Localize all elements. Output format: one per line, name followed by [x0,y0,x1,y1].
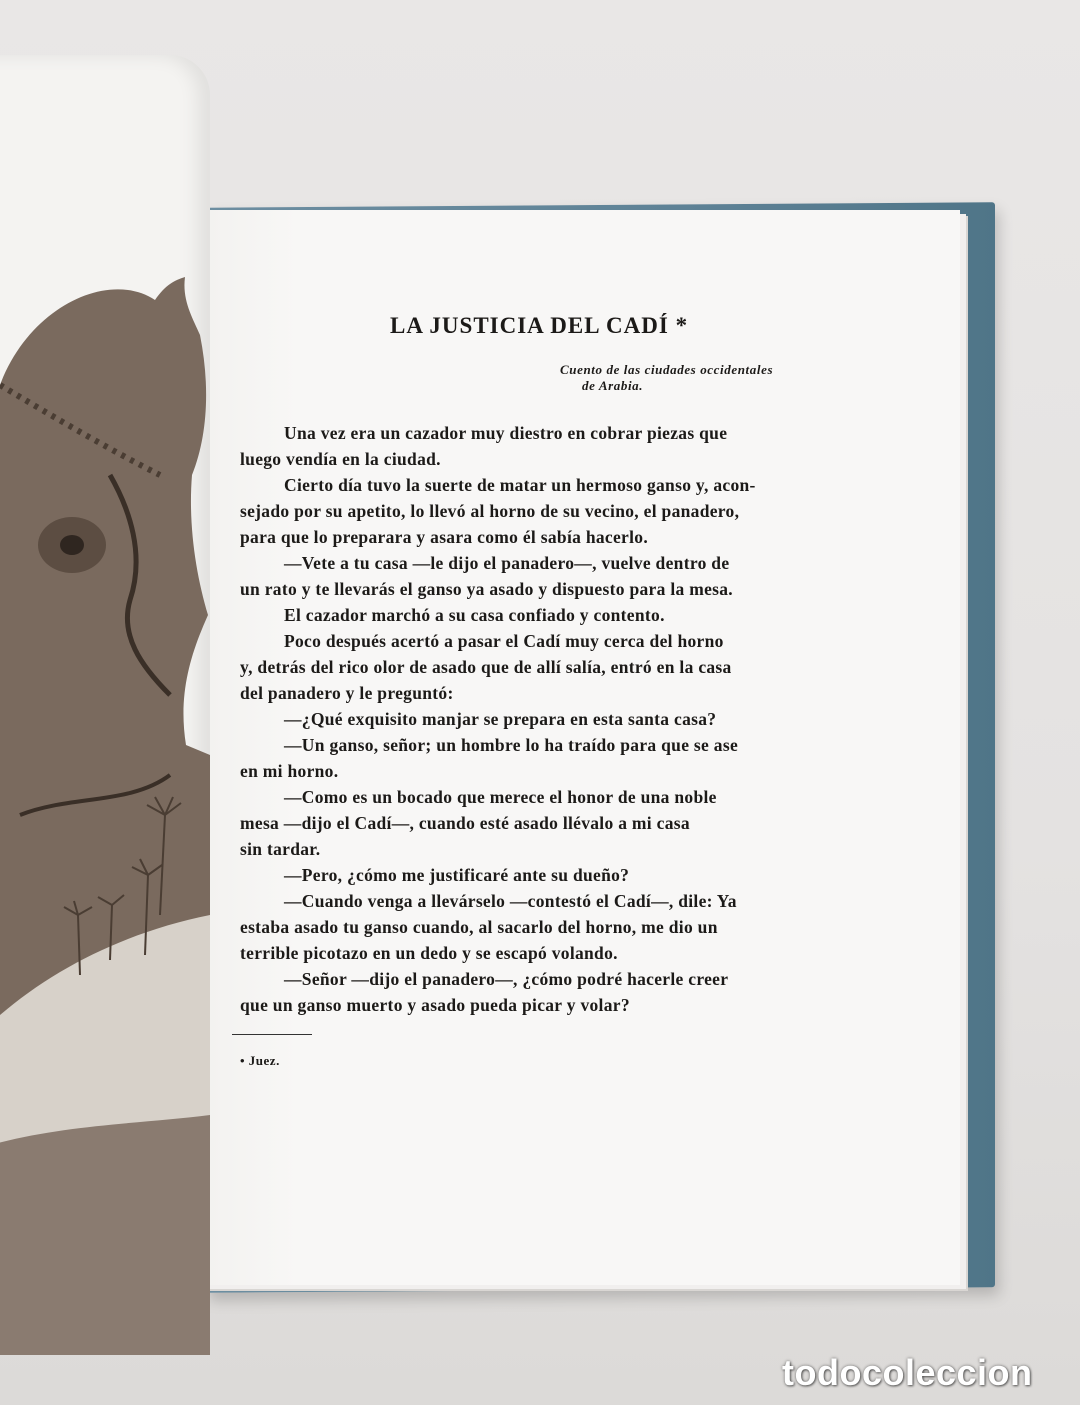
subtitle-line-2: de Arabia. [582,378,644,393]
body-line: y, detrás del rico olor de asado que de allí salía, entró en la casa [240,657,732,677]
body-line: que un ganso muerto y asado pueda picar y volar? [240,995,630,1015]
watermark-logo: todocoleccion [782,1352,1033,1393]
story-title: LA JUSTICIA DEL CADÍ * [390,313,689,338]
body-line: terrible picotazo en un dedo y se escapó volando. [240,943,618,963]
story-subtitle [560,362,773,394]
body-line: un rato y te llevarás el ganso ya asado y dispuesto para la mesa. [240,579,733,599]
subtitle-line-1: Cuento de las ciudades occidentales [560,362,774,377]
left-page-illustration [0,55,210,1355]
body-line: para que lo preparara y asara como él sabía hacerlo. [240,527,649,547]
body-line: sin tardar. [240,839,321,859]
body-line: —Señor —dijo el panadero—, ¿cómo podré hacerle creer [284,969,729,989]
body-line: estaba asado tu ganso cuando, al sacarlo del horno, me dio un [240,917,718,937]
body-line: —Pero, ¿cómo me justificaré ante su dueño? [284,865,630,885]
body-line: —¿Qué exquisito manjar se prepara en esta santa casa? [284,709,717,729]
body-line: —Un ganso, señor; un hombre lo ha traído para que se ase [284,735,739,755]
body-line: Una vez era un cazador muy diestro en cobrar piezas que [284,423,728,443]
body-line: —Vete a tu casa —le dijo el panadero—, vuelve dentro de [284,553,730,573]
body-line: —Como es un bocado que merece el honor de una noble [284,787,717,807]
body-line: El cazador marchó a su casa confiado y contento. [284,605,665,625]
body-line: en mi horno. [240,761,339,781]
body-line: mesa —dijo el Cadí—, cuando esté asado llévalo a mi casa [240,813,690,833]
footnote: • Juez. [240,1053,280,1068]
body-line: del panadero y le preguntó: [240,683,454,703]
footnote-rule [232,1034,312,1035]
story-body [240,420,840,1018]
horse-and-palms-illustration [0,55,210,1355]
body-line: sejado por su apetito, lo llevó al horno de su vecino, el panadero, [240,501,740,521]
body-line: Poco después acertó a pasar el Cadí muy cerca del horno [284,631,724,651]
body-line: Cierto día tuvo la suerte de matar un hermoso ganso y, acon- [284,475,756,495]
body-line: luego vendía en la ciudad. [240,449,441,469]
body-line: —Cuando venga a llevárselo —contestó el Cadí—, dile: Ya [284,891,737,911]
